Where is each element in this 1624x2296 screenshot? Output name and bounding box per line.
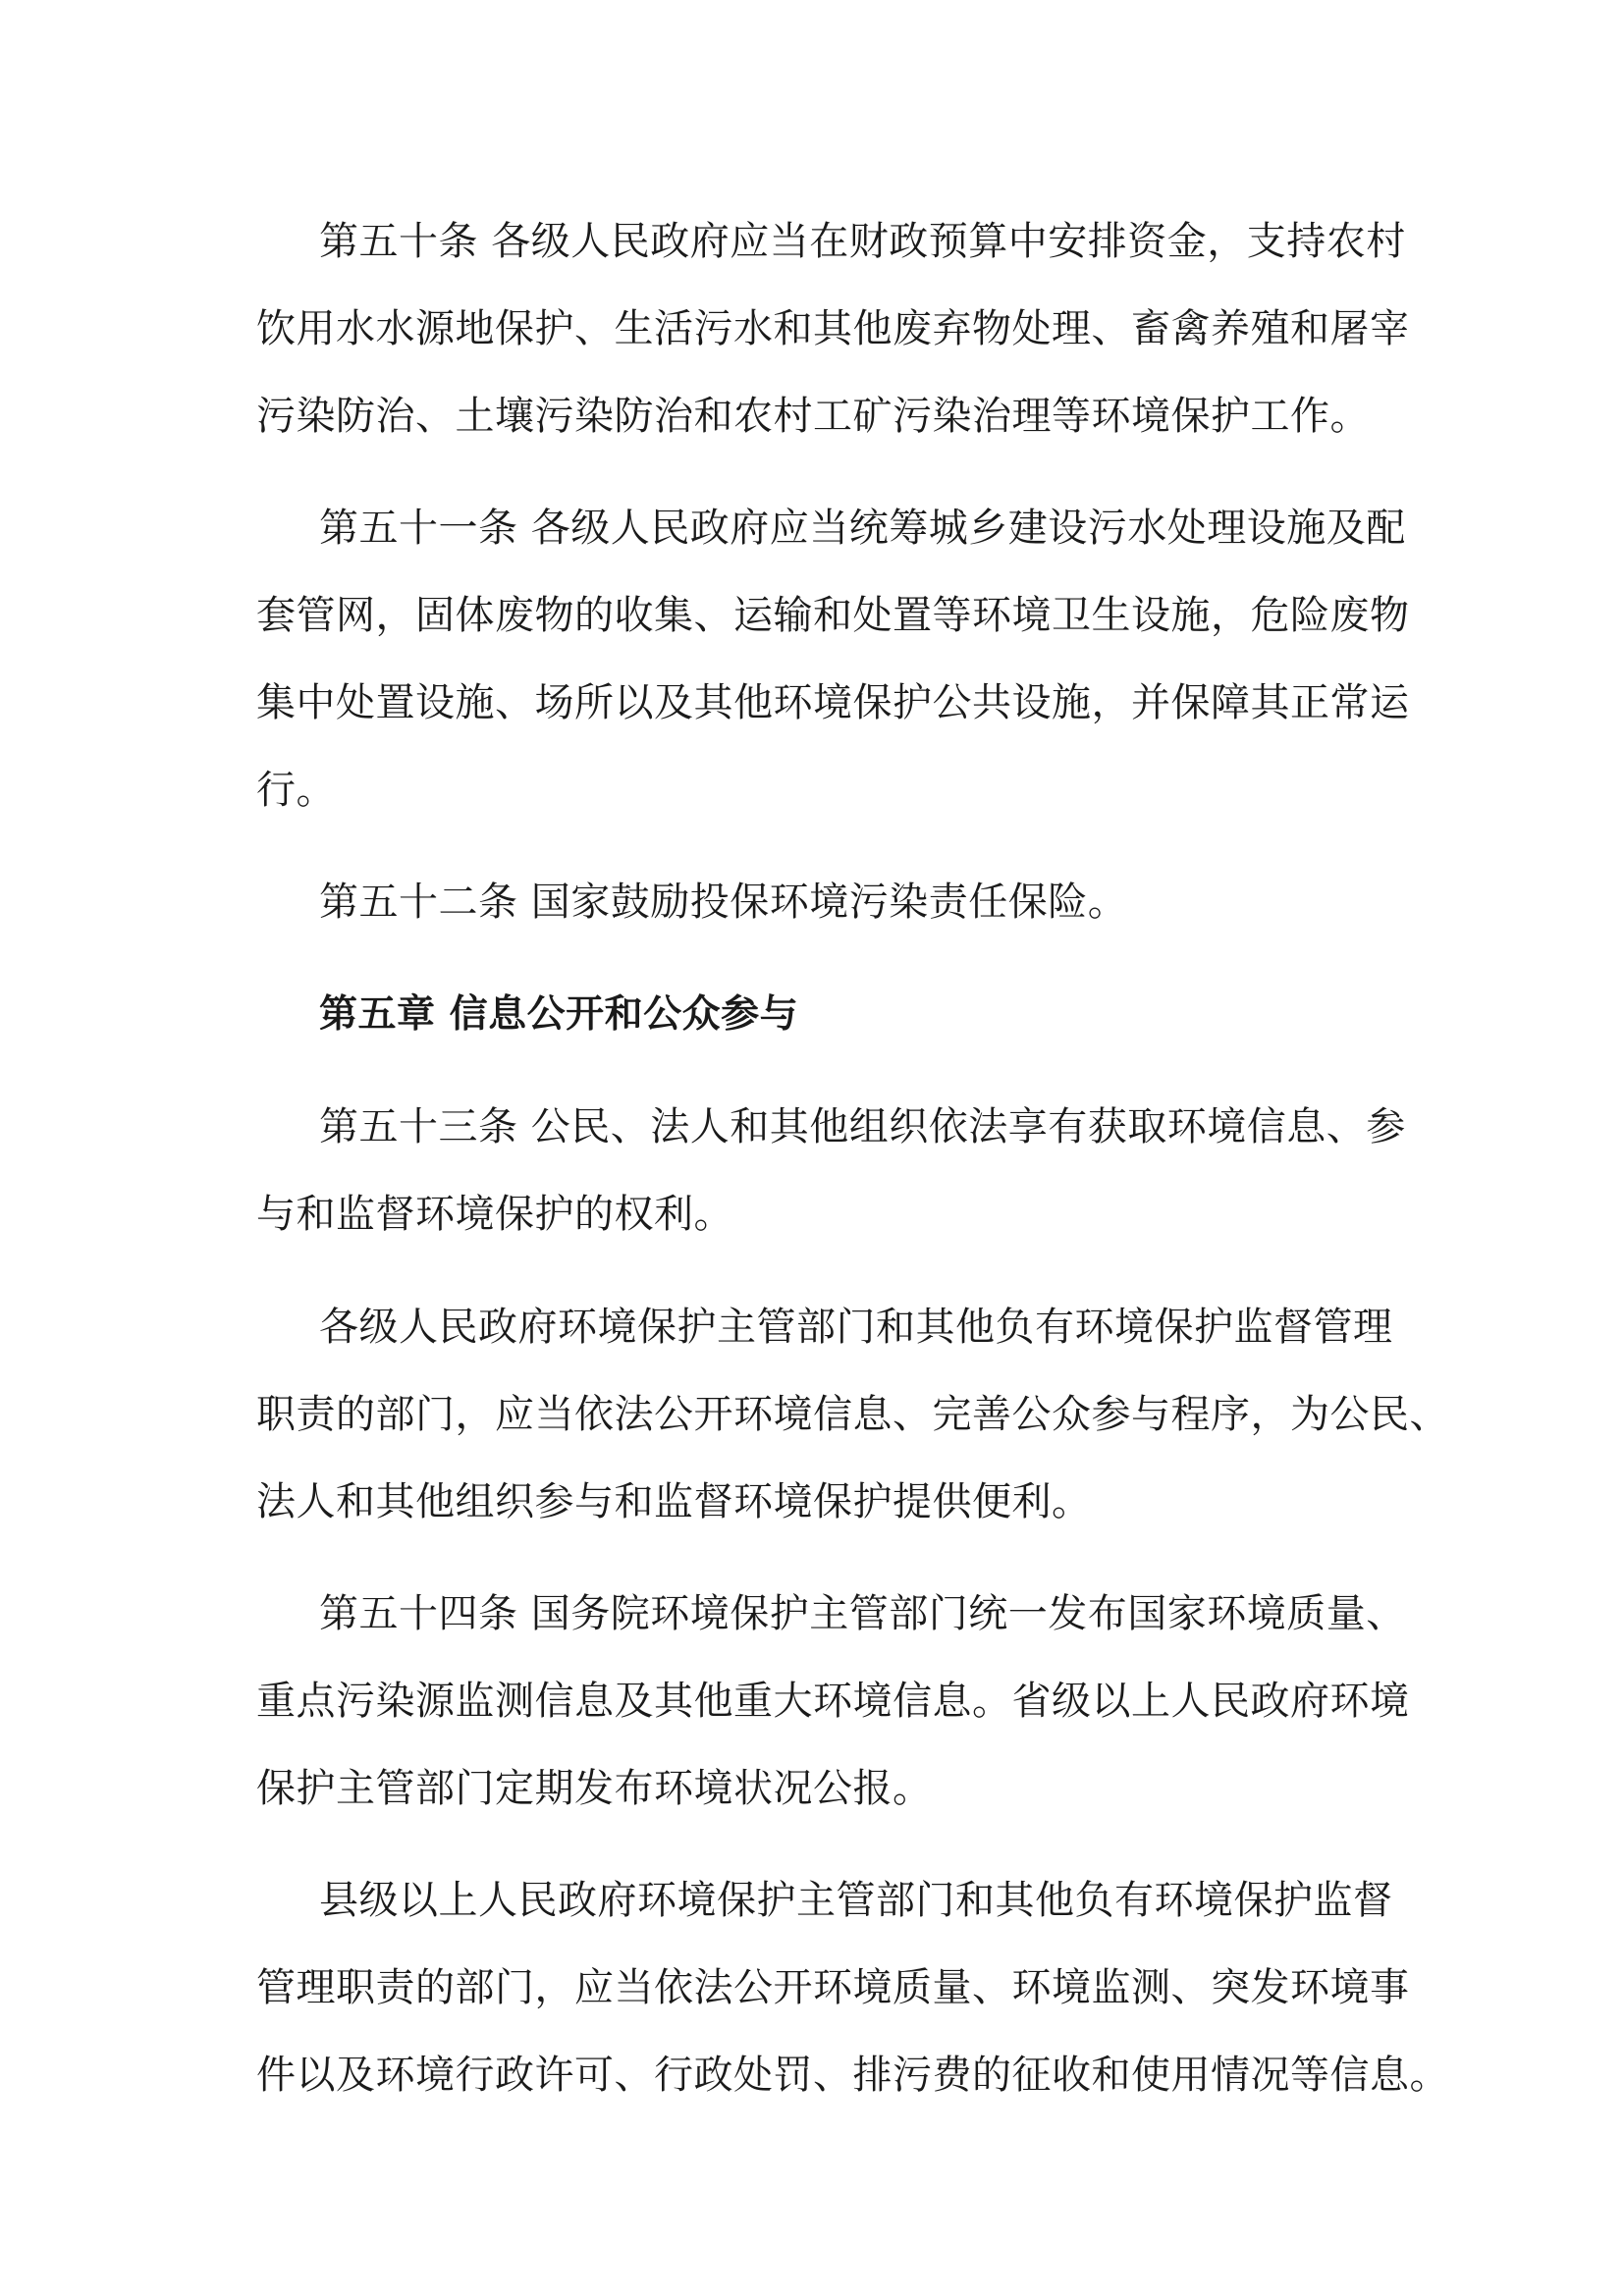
article-54-line-3: 保护主管部门定期发布环境状况公报。 bbox=[256, 1766, 933, 1811]
article-54-p2-line-1: 县级以上人民政府环境保护主管部门和其他负有环境保护监督 bbox=[319, 1878, 1393, 1923]
article-53-line-2: 与和监督环境保护的权利。 bbox=[256, 1192, 733, 1237]
article-51-line-3: 集中处置设施、场所以及其他环境保护公共设施，并保障其正常运 bbox=[256, 680, 1410, 725]
article-50-line-2: 饮用水水源地保护、生活污水和其他废弃物处理、畜禽养殖和屠宰 bbox=[256, 306, 1410, 351]
article-53-line-1: 第五十三条 公民、法人和其他组织依法享有获取环境信息、参 bbox=[319, 1104, 1406, 1149]
article-54-p2-line-3: 件以及环境行政许可、行政处罚、排污费的征收和使用情况等信息。 bbox=[256, 2053, 1449, 2098]
article-54-p2-line-2: 管理职责的部门，应当依法公开环境质量、环境监测、突发环境事 bbox=[256, 1965, 1410, 2010]
article-53-p2-line-3: 法人和其他组织参与和监督环境保护提供便利。 bbox=[256, 1479, 1092, 1524]
article-54-line-2: 重点污染源监测信息及其他重大环境信息。省级以上人民政府环境 bbox=[256, 1679, 1410, 1724]
article-51-line-4: 行。 bbox=[256, 768, 336, 813]
article-51-line-2: 套管网，固体废物的收集、运输和处置等环境卫生设施，危险废物 bbox=[256, 593, 1410, 638]
chapter-5-heading: 第五章 信息公开和公众参与 bbox=[319, 992, 799, 1037]
article-50-line-1: 第五十条 各级人民政府应当在财政预算中安排资金，支持农村 bbox=[319, 219, 1406, 264]
article-51-line-1: 第五十一条 各级人民政府应当统筹城乡建设污水处理设施及配 bbox=[319, 506, 1406, 551]
article-53-p2-line-1: 各级人民政府环境保护主管部门和其他负有环境保护监督管理 bbox=[319, 1305, 1393, 1350]
article-52-line-1: 第五十二条 国家鼓励投保环境污染责任保险。 bbox=[319, 880, 1128, 925]
article-50-line-3: 污染防治、土壤污染防治和农村工矿污染治理等环境保护工作。 bbox=[256, 394, 1370, 439]
article-53-p2-line-2: 职责的部门，应当依法公开环境信息、完善公众参与程序，为公民、 bbox=[256, 1392, 1449, 1437]
article-54-line-1: 第五十四条 国务院环境保护主管部门统一发布国家环境质量、 bbox=[319, 1591, 1406, 1636]
